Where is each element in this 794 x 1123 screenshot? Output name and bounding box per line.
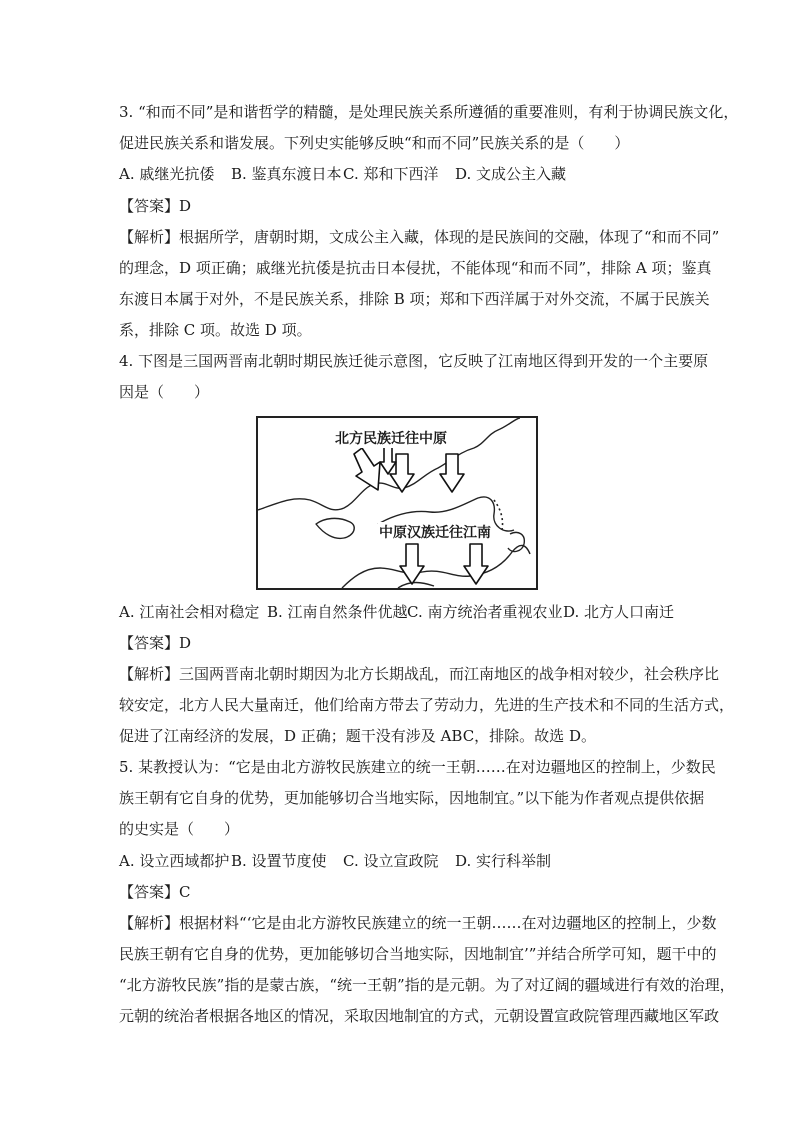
q3-option-d: D. 文成公主入藏 — [455, 165, 567, 183]
q5-option-d: D. 实行科举制 — [455, 852, 552, 870]
q3-analysis-line-2: 的理念，D 项正确；戚继光抗倭是抗击日本侵扰，不能体现“和而不同”，排除 A 项；鉴真 — [119, 259, 712, 277]
q5-analysis-line-4: 元朝的统治者根据各地区的情况，采取因地制宜的方式，元朝设置宣政院管理西藏地区军政 — [119, 1007, 720, 1025]
q5-option-b: B. 设置节度使 — [231, 852, 327, 870]
q3-option-a: A. 戚继光抗倭 — [119, 165, 215, 183]
q4-option-a: A. 江南社会相对稳定 — [119, 603, 260, 621]
q3-option-c: C. 郑和下西洋 — [343, 165, 439, 183]
map-label-north-migration: 北方民族迁往中原 — [334, 428, 448, 448]
q5-analysis-line-3: “北方游牧民族”指的是蒙古族，“统一王朝”指的是元朝。为了对辽阔的疆域进行有效的治理， — [119, 976, 735, 994]
q5-stem-line-3: 的史实是（ ） — [119, 820, 240, 838]
q3-option-b: B. 鉴真东渡日本 — [231, 165, 342, 183]
south-coastline — [342, 545, 530, 588]
q5-analysis-line-1: 【解析】根据材料“‘它是由北方游牧民族建立的统一王朝……在对边疆地区的控制上，少数 — [119, 914, 717, 932]
q3-analysis-line-4: 系，排除 C 项。故选 D 项。 — [119, 321, 312, 339]
migration-map — [256, 416, 538, 590]
q4-option-b: B. 江南自然条件优越 — [267, 603, 408, 621]
q3-analysis-line-3: 东渡日本属于对外，不是民族关系，排除 B 项；郑和下西洋属于对外交流，不属于民族关 — [119, 290, 710, 308]
arrow-south-1-icon — [400, 544, 424, 584]
q3-answer: 【答案】D — [119, 197, 192, 215]
migration-route-dotted — [494, 500, 503, 530]
map-label-south-migration: 中原汉族迁往江南 — [378, 522, 492, 542]
q3-stem-line-2: 促进民族关系和谐发展。下列史实能够反映“和而不同”民族关系的是（ ） — [119, 134, 630, 152]
q4-option-c: C. 南方统治者重视农业 — [407, 603, 563, 621]
arrow-north-3-icon — [440, 454, 464, 492]
q4-option-d: D. 北方人口南迁 — [563, 603, 675, 621]
q5-option-c: C. 设立宣政院 — [343, 852, 439, 870]
q4-stem-line-1: 4. 下图是三国两晋南北朝时期民族迁徙示意图，它反映了江南地区得到开发的一个主要原 — [119, 352, 709, 370]
q4-answer: 【答案】D — [119, 634, 192, 652]
south-coastline-2 — [398, 583, 434, 589]
arrow-north-1-icon — [354, 448, 380, 490]
q5-stem-line-2: 族王朝有它自身的优势，更加能够切合当地实际，因地制宜。”以下能为作者观点提供依据 — [119, 789, 705, 807]
q5-stem-line-1: 5. 某教授认为：“它是由北方游牧民族建立的统一王朝……在对边疆地区的控制上，少数民 — [119, 758, 716, 776]
q3-analysis-line-1: 【解析】根据所学，唐朝时期，文成公主入藏，体现的是民族间的交融，体现了“和而不同” — [119, 228, 720, 246]
q5-analysis-line-2: 民族王朝有它自身的优势，更加能够切合当地实际，因地制宜’”并结合所学可知，题干中的 — [119, 945, 717, 963]
q4-stem-line-2: 因是（ ） — [119, 383, 210, 401]
q5-option-a: A. 设立西域都护 — [119, 852, 230, 870]
q4-analysis-line-1: 【解析】三国两晋南北朝时期因为北方长期战乱，而江南地区的战争相对较少，社会秩序比 — [119, 665, 720, 683]
q3-stem-line-1: 3. “和而不同”是和谐哲学的精髓，是处理民族关系所遵循的重要准则，有利于协调民族文化， — [119, 103, 739, 121]
east-bay — [508, 532, 524, 551]
arrow-south-2-icon — [464, 544, 488, 584]
peninsula — [316, 518, 354, 538]
q5-answer: 【答案】C — [119, 883, 191, 901]
q4-analysis-line-3: 促进了江南经济的发展，D 正确；题干没有涉及 ABC，排除。故选 D。 — [119, 727, 596, 745]
q4-analysis-line-2: 较安定，北方人民大量南迁，他们给南方带去了劳动力，先进的生产技术和不同的生活方式， — [119, 696, 735, 714]
